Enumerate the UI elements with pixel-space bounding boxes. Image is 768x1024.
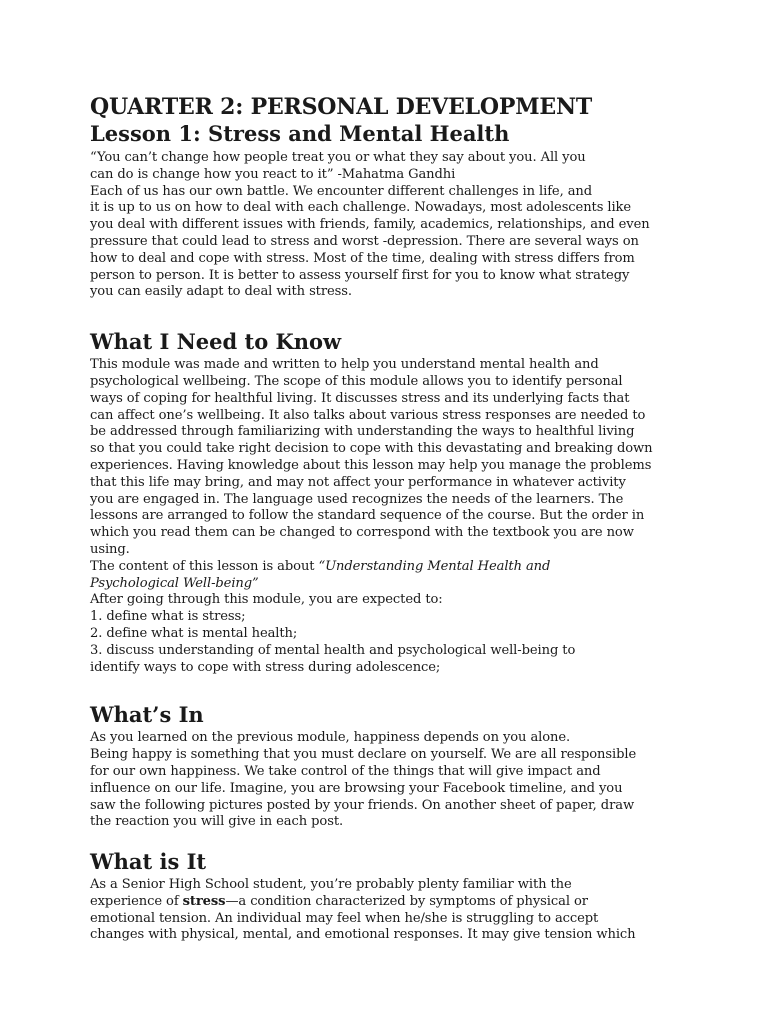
lesson-content-title-line1: “Understanding Mental Health and [318, 558, 551, 574]
objective-item: 2. define what is mental health; [90, 625, 298, 641]
stress-suffix: —a condition characterized by symptoms of physical or [225, 893, 588, 909]
stress-prefix: experience of [90, 893, 183, 909]
what-is-it-line2 [90, 894, 680, 911]
document-content [90, 94, 680, 944]
objectives-intro: After going through this module, you are expected to: [90, 592, 443, 608]
intro-paragraph: Each of us has our own battle. We encounter different challenges in life, and it is up to us on how to deal with each challenge. Nowadays, most adolescents like you deal with different issues with friends, family, academics, relationships, and even pressure that could lead to stress and worst -depression. There are several ways on how to deal and cope with stress. Most of the time, dealing with stress differs from person to person. It is better to assess yourself first for you to know what strategy you can easily adapt to deal with stress. [90, 183, 650, 300]
what-is-it-line1: As a Senior High School student, you’re probably plenty familiar with the [90, 877, 572, 893]
need-to-know-paragraph: This module was made and written to help you understand mental health and psychological wellbeing. The scope of this module allows you to identify personal ways of coping for healthful living. It discusses stress and its underlying facts that can affect one’s wellbeing. It also talks about various stress responses are needed to be addressed through familiarizing with understanding the ways to healthful living so that you could take right decision to cope with this devastating and breaking down experiences. Having knowledge about this lesson may help you manage the problems that this life may bring, and may not affect your performance in whatever activity you are engaged in. The language used recognizes the needs of the learners. The lessons are arranged to follow the standard sequence of the course. But the order in which you read them can be changed to correspond with the textbook you are now using. [90, 357, 653, 557]
lesson-content-title-line2: Psychological Well-being” [90, 575, 259, 591]
whats-in-paragraph: As you learned on the previous module, happiness depends on you alone. Being happy is something that you must declare on yourself. We are all responsible for our own happiness. We take control of the things that will give impact and influence on our life. Imagine, you are browsing your Facebook timeline, and you saw the following pictures posted by your friends. On another sheet of paper, draw the reaction you will give in each post. [90, 730, 637, 830]
what-is-it-paragraph: emotional tension. An individual may feel when he/she is struggling to accept changes with physical, mental, and emotional responses. It may give tension which [90, 910, 636, 943]
objective-item: 1. define what is stress; [90, 609, 246, 625]
lesson-content-line [90, 559, 680, 576]
intro-quote: “You can’t change how people treat you or what they say about you. All you can do is change how you react to it” -Mahatma Gandhi [90, 150, 586, 182]
stress-term: stress [182, 893, 226, 909]
what-is-it-heading: What is It [90, 849, 207, 875]
section-spacer [90, 301, 680, 329]
section-spacer [90, 831, 680, 849]
lesson-content-prefix: The content of this lesson is about [90, 558, 319, 574]
section-spacer [90, 676, 680, 702]
quarter-heading: QUARTER 2: PERSONAL DEVELOPMENT [90, 94, 593, 120]
objective-item: 3. discuss understanding of mental health and psychological well-being to identify ways to cope with stress during adolescence; [90, 642, 576, 675]
whats-in-heading: What’s In [90, 702, 204, 728]
lesson-heading: Lesson 1: Stress and Mental Health [90, 121, 510, 146]
what-i-need-to-know-heading: What I Need to Know [90, 329, 342, 355]
